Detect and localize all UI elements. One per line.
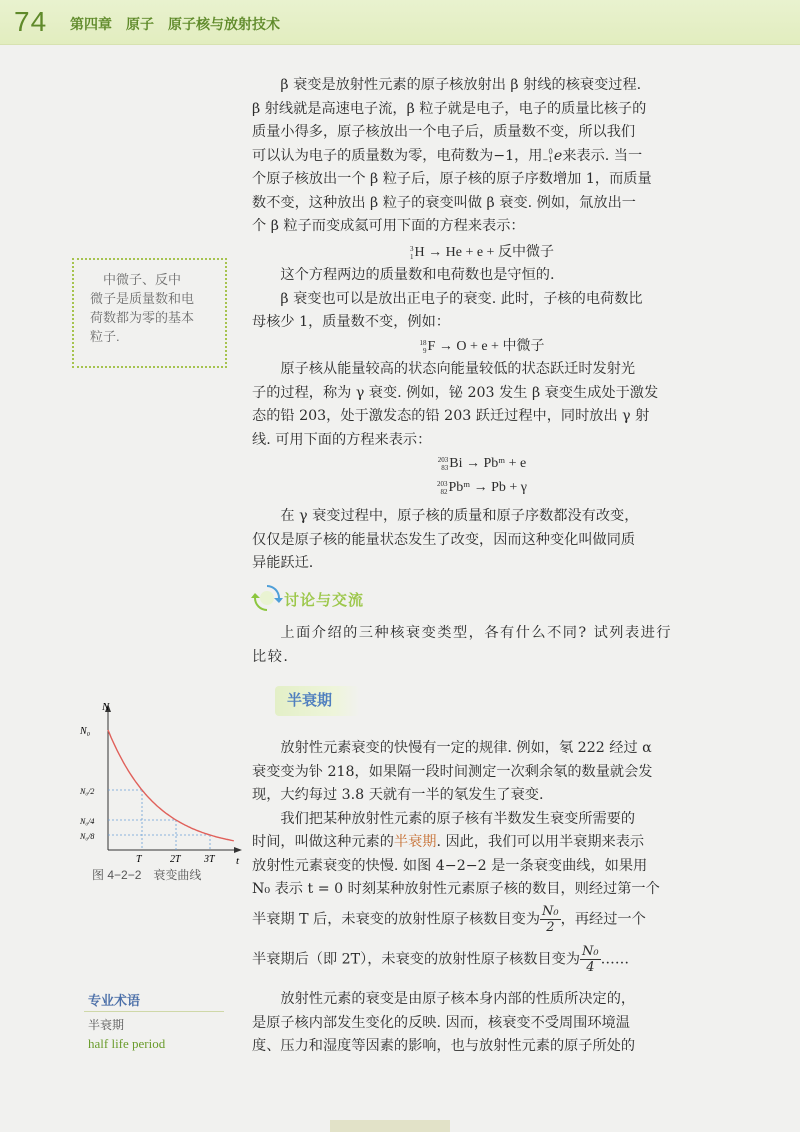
discussion-text (252, 622, 712, 669)
text-line: 数不变，这种放出 β 粒子的衰变叫做 β 衰变. 例如，氚放出一 (252, 194, 636, 211)
text-line: 线. 可用下面的方程来表示： (252, 431, 432, 448)
discussion-title: 讨论与交流 (284, 592, 365, 609)
terminology-box (80, 984, 230, 1056)
text-line: 原子核从能量较高的状态向能量较低的状态跃迁时发射光 (280, 361, 636, 377)
text-line: 时间，叫做这种元素的半衰期. 因此，我们可以用半衰期来表示 (252, 834, 645, 850)
terminology-label: 专业术语 (88, 994, 141, 1009)
gamma-paragraph-2 (252, 505, 712, 576)
discussion-header (252, 583, 552, 615)
x-tick-label: 3T (204, 854, 215, 865)
note-line: 中微子、反中 (103, 272, 182, 287)
decay-curve-chart (76, 700, 246, 867)
decay-curve-line (108, 730, 234, 841)
text-line: 放射性元素的衰变是由原子核本身内部的性质所决定的， (280, 991, 636, 1007)
text-line: β 衰变也可以是放出正电子的衰变. 此时，子核的电荷数比 (280, 290, 643, 307)
text-line: 这个方程两边的质量数和电荷数也是守恒的. (280, 267, 555, 283)
text-line: 是原子核内部发生变化的反映. 因而，核衰变不受周围环境温 (252, 1014, 630, 1031)
fraction-n0-over-4: $\frac{\text{N₀}}{4}$ (582, 944, 599, 975)
half-life-fraction-line-1: 半衰期 T 后，未衰变的放射性原子核数目变为 $\frac{\text{N₀}}{2}$ ，再经过一个 (252, 904, 646, 935)
text-line: β 衰变是放射性元素的原子核放射出 β 射线的核衰变过程. (280, 77, 642, 93)
equation-lead: 203 82 Pbᵐ → Pb + γ (437, 480, 527, 496)
note-line: 粒子. (90, 329, 120, 344)
text-line: 可以认为电子的质量数为零，电荷数为−1，用 0 −1 e来表示. 当一 (252, 147, 643, 164)
text-line: β 射线就是高速电子流，β 粒子就是电子，电子的质量比核子的 (252, 100, 647, 117)
figure-caption: 图 4−2−2 衰变曲线 (92, 868, 202, 882)
half-life-paragraph (252, 737, 712, 902)
half-life-term-highlight: 半衰期 (393, 834, 437, 850)
text-line: 异能跃迁. (252, 555, 314, 571)
fraction-n0-over-2: $\frac{\text{N₀}}{2}$ (542, 904, 559, 935)
text-line: 态的铅 203，处于激发态的铅 203 跃迁过程中，同时放出 γ 射 (252, 408, 650, 424)
page-bottom-bar (330, 1120, 450, 1132)
text-line: 衰变变为钋 218，如果隔一段时间测定一次剩余氡的数量就会发 (252, 763, 653, 780)
text-line: 子的过程，称为 γ 衰变. 例如，铋 203 发生 β 衰变生成处于激发 (252, 384, 659, 401)
text-line: 我们把某种放射性元素的原子核有半数发生衰变所需要的 (280, 810, 636, 827)
y-tick-label: N₀ (80, 726, 91, 737)
y-tick-label: N₀/4 (80, 817, 95, 826)
text-line: 现，大约每过 3.8 天就有一半的氡发生了衰变. (252, 787, 544, 803)
text-line: 上面介绍的三种核衰变类型，各有什么不同? 试列表进行 (280, 625, 673, 641)
gamma-paragraph (252, 358, 712, 452)
text-line: 个 β 粒子而变成氦可用下面的方程来表示： (252, 218, 525, 234)
text-line: 母核少 1，质量数不变，例如： (252, 314, 450, 330)
x-axis-arrow (234, 847, 242, 853)
y-tick-label: N₀/2 (80, 787, 95, 796)
beta-paragraph (252, 74, 712, 239)
equation-tritium: 3 1 H → He + e + 反中微子 (410, 244, 554, 261)
text-line: 个原子核放出一个 β 粒子后，原子核的原子序数增加 1，而质量 (252, 171, 652, 187)
chapter-title: 第四章 原子 原子核与放射技术 (70, 16, 280, 32)
note-line: 荷数都为零的基本 (90, 310, 195, 325)
page-number: 74 (14, 6, 48, 37)
x-tick-label: T (136, 854, 142, 865)
side-note (72, 258, 227, 368)
text-line: 比较. (252, 648, 290, 665)
text-line: 度、压力和湿度等因素的影响，也与放射性元素的原子所处的 (252, 1038, 636, 1054)
text-line: 放射性元素衰变的快慢有一定的规律. 例如，氡 222 经过 α (280, 740, 652, 756)
terminology-chinese: 半衰期 (88, 1018, 125, 1032)
x-axis-label: t (236, 855, 240, 867)
beta-paragraph-2 (252, 264, 712, 335)
text-line: 仅仅是原子核的能量状态发生了改变，因而这种变化叫做同质 (252, 531, 636, 548)
text-line: N₀ 表示 t = 0 时刻某种放射性元素原子核的数目，则经过第一个 (252, 881, 660, 897)
page-header (0, 0, 800, 45)
half-life-paragraph-3 (252, 988, 712, 1059)
y-axis-label: N (102, 701, 110, 713)
note-line: 微子是质量数和电 (90, 291, 195, 306)
terminology-english: half life period (88, 1036, 166, 1051)
half-life-fraction-line-2: 半衰期后（即 2T），未衰变的放射性原子核数目变为 $\frac{\text{N₀}}{4}$ …… (252, 944, 629, 975)
equation-fluorine: 18 9 F → O + e + 中微子 (419, 338, 545, 355)
x-tick-label: 2T (170, 854, 181, 865)
text-line: 放射性元素衰变的快慢. 如图 4−2−2 是一条衰变曲线，如果用 (252, 857, 648, 874)
equation-bismuth: 203 83 Bi → Pbᵐ + e (437, 456, 527, 472)
section-title-half-life: 半衰期 (275, 686, 360, 716)
text-line: 质量小得多，原子核放出一个电子后，质量数不变，所以我们 (252, 124, 636, 140)
terminology-divider (84, 1011, 224, 1012)
text-line: 在 γ 衰变过程中，原子核的质量和原子序数都没有改变， (280, 508, 639, 524)
y-tick-label: N₀/8 (80, 832, 95, 841)
discussion-icon (252, 583, 282, 613)
